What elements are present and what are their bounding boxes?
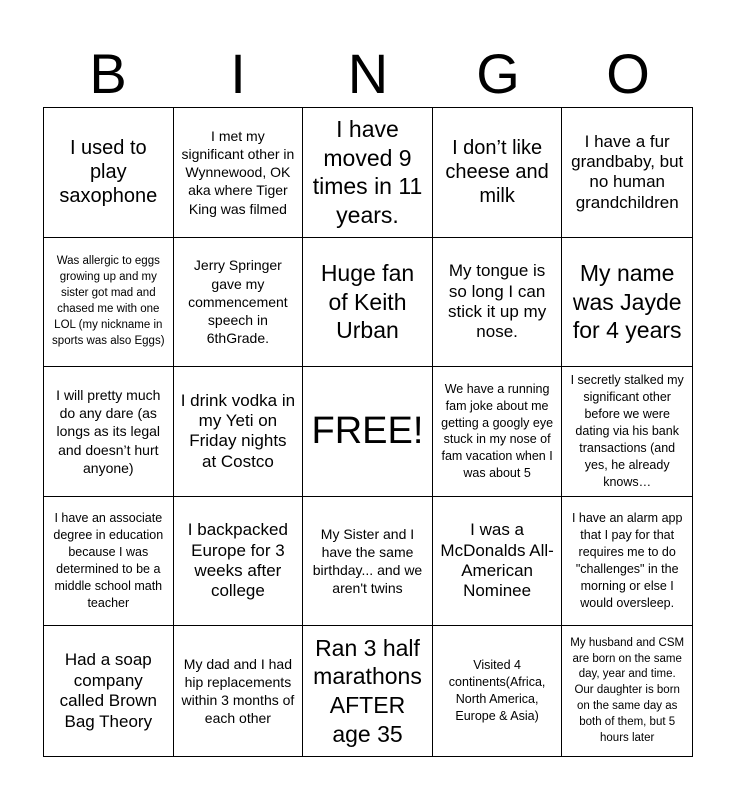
cell-text: I have an associate degree in education because I was determined to be a middle school math teacher [53,511,164,610]
cell-text: I secretly stalked my significant other before we were dating via his bank transactions (and yes, he already knows… [570,373,684,489]
bingo-cell-r4c2[interactable] [174,497,304,627]
bingo-cell-free[interactable] [303,367,433,497]
bingo-cell-r4c1[interactable] [44,497,174,627]
bingo-cell-r2c2[interactable] [174,238,304,368]
bingo-cell-r5c4[interactable] [433,626,563,756]
cell-text: I was a McDonalds All-American Nominee [440,520,554,601]
cell-text: My tongue is so long I can stick it up my nose. [447,261,547,342]
cell-text: My Sister and I have the same birthday... and we aren't twins [312,525,423,597]
bingo-board [43,107,693,757]
bingo-cell-r1c1[interactable] [44,108,174,238]
cell-text: We have a running fam joke about me getting a googly eye stuck in my nose of fam vacation when I was about 5 [441,381,554,481]
cell-text: Was allergic to eggs growing up and my sister got mad and chased me with one LOL (my nickname in sports was also Eggs) [52,255,165,347]
bingo-cell-r2c1[interactable] [44,238,174,368]
bingo-cell-r1c2[interactable] [174,108,304,238]
bingo-cell-r2c4[interactable] [433,238,563,368]
cell-text: I drink vodka in my Yeti on Friday nights at Costco [180,390,296,471]
cell-text: Ran 3 half marathons AFTER age 35 [313,634,422,747]
cell-text: My husband and CSM are born on the same day, year and time. Our daughter is born on the same day as both of them, but 5 hours later [570,636,685,744]
bingo-cell-r3c4[interactable] [433,367,563,497]
cell-text: I don’t like cheese and milk [445,137,549,208]
bingo-cell-r1c4[interactable] [433,108,563,238]
cell-text: I met my significant other in Wynnewood, OK aka where Tiger King was filmed [181,127,295,217]
header-letter-o: O [606,42,650,105]
bingo-cell-r4c3[interactable] [303,497,433,627]
cell-text: I have moved 9 times in 11 years. [312,115,423,229]
header-letter-b: B [89,42,127,105]
bingo-cell-r5c1[interactable] [44,626,174,756]
free-space-text: FREE! [311,410,424,453]
cell-text: My name was Jayde for 4 years [572,259,682,344]
bingo-header [43,40,693,108]
cell-text: Visited 4 continents(Africa, North America, Europe & Asia) [448,658,546,724]
cell-text: Huge fan of Keith Urban [320,259,415,344]
cell-text: Had a soap company called Brown Bag Theory [59,650,157,731]
bingo-cell-r2c5[interactable] [562,238,692,368]
bingo-cell-r1c3[interactable] [303,108,433,238]
bingo-cell-r4c5[interactable] [562,497,692,627]
bingo-cell-r5c2[interactable] [174,626,304,756]
bingo-cell-r3c1[interactable] [44,367,174,497]
bingo-cell-r3c5[interactable] [562,367,692,497]
cell-text: My dad and I had hip replacements within 3 months of each other [181,655,295,727]
cell-text: I have a fur grandbaby, but no human grandchildren [571,131,684,212]
header-letter-n: N [347,42,389,105]
bingo-cell-r1c5[interactable] [562,108,692,238]
bingo-cell-r3c2[interactable] [174,367,304,497]
bingo-cell-r2c3[interactable] [303,238,433,368]
bingo-cell-r5c3[interactable] [303,626,433,756]
bingo-cell-r4c4[interactable] [433,497,563,627]
header-letter-g: G [476,42,520,105]
bingo-cell-r5c5[interactable] [562,626,692,756]
header-letter-i: I [230,42,246,105]
cell-text: I backpacked Europe for 3 weeks after college [187,520,288,601]
cell-text: I will pretty much do any dare (as longs as its legal and doesn’t hurt anyone) [56,387,161,476]
cell-text: I have an alarm app that I pay for that requires me to do "challenges" in the morning or else I would oversleep. [571,511,683,610]
cell-text: Jerry Springer gave my commencement speech in 6thGrade. [188,257,288,347]
cell-text: I used to play saxophone [59,137,158,208]
